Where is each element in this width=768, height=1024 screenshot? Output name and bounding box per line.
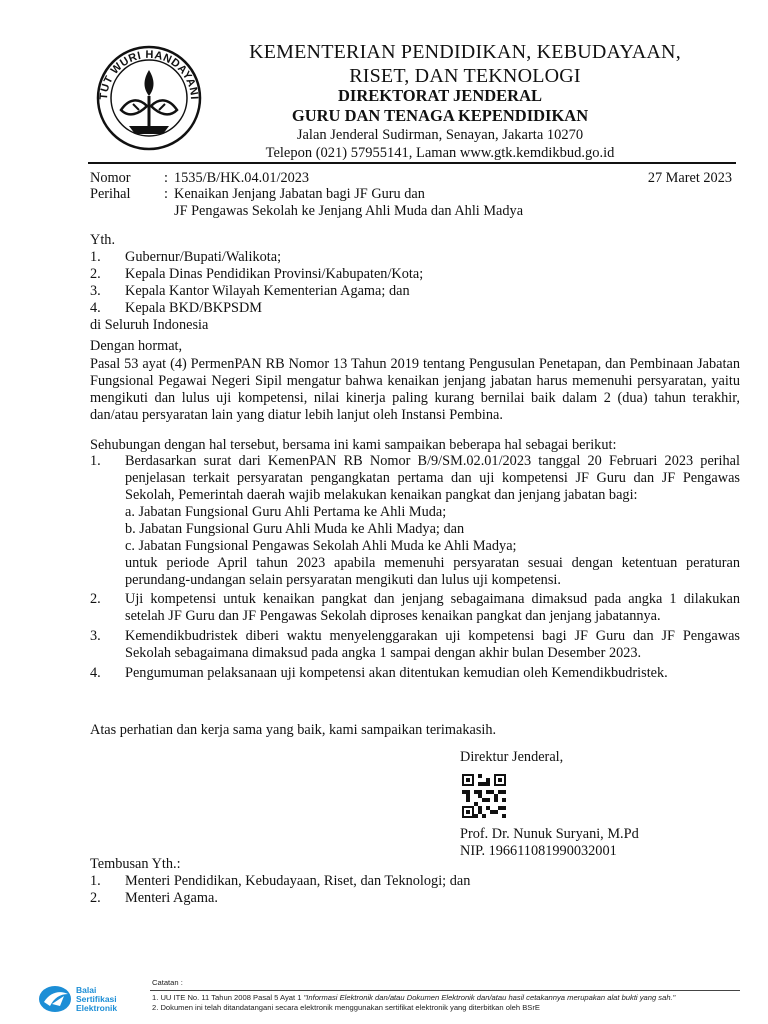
address-text: Jalan Jenderal Sudirman, Senayan, Jakarta 10270 bbox=[296, 127, 584, 143]
list-number: 1. bbox=[90, 873, 101, 889]
list-text: Kepala Kantor Wilayah Kementerian Agama; dan bbox=[125, 283, 410, 299]
footnote-1-quote: "Informasi Elektronik dan/atau Dokumen Elektronik dan/atau hasil cetakannya merupakan alat bukti yang sah." bbox=[303, 993, 676, 1002]
bsre-wordmark bbox=[76, 986, 117, 1013]
list-number: 4. bbox=[90, 300, 101, 316]
list-number: 1. bbox=[90, 249, 101, 265]
subpoint: c. Jabatan Fungsional Pengawas Sekolah Ahli Muda ke Ahli Madya; bbox=[125, 538, 517, 554]
contact-block bbox=[205, 126, 675, 162]
list-number: 2. bbox=[90, 890, 101, 906]
contact-text: Telepon (021) 57955141, Laman www.gtk.kemdikbud.go.id bbox=[265, 145, 615, 161]
list-item bbox=[90, 249, 740, 266]
footnote-2: 2. Dokumen ini telah ditandatangani secara elektronik menggunakan sertifikat elektronik yang diterbitkan oleh BSrE bbox=[152, 1003, 540, 1012]
cc-heading: Tembusan Yth.: bbox=[90, 856, 181, 872]
list-item bbox=[90, 665, 740, 682]
list-text: Gubernur/Bupati/Walikota; bbox=[125, 249, 282, 265]
recipient-list bbox=[90, 249, 740, 317]
signatory-name: Prof. Dr. Nunuk Suryani, M.Pd bbox=[460, 826, 639, 842]
recipient-location: di Seluruh Indonesia bbox=[90, 317, 209, 333]
subpoint: b. Jabatan Fungsional Guru Ahli Muda ke Ahli Madya; dan bbox=[125, 521, 465, 537]
footer-divider bbox=[150, 990, 740, 991]
bsre-line-3: Elektronik bbox=[76, 1003, 118, 1013]
list-number: 2. bbox=[90, 266, 101, 282]
list-item bbox=[90, 266, 740, 283]
list-text: Menteri Agama. bbox=[125, 890, 218, 906]
footnote-1-prefix: 1. UU ITE No. 11 Tahun 2008 Pasal 5 Ayat 1 bbox=[152, 993, 304, 1002]
list-number: 3. bbox=[90, 283, 101, 299]
list-number: 3. bbox=[90, 628, 101, 644]
perihal-line-2: JF Pengawas Sekolah ke Jenjang Ahli Muda dan Ahli Madya bbox=[174, 203, 524, 219]
list-text: Menteri Pendidikan, Kebudayaan, Riset, dan Teknologi; dan bbox=[125, 873, 471, 889]
ministry-name bbox=[205, 40, 725, 88]
list-number: 4. bbox=[90, 665, 101, 681]
list-item bbox=[90, 283, 740, 300]
perihal-row bbox=[90, 186, 740, 203]
list-text: Uji kompetensi untuk kenaikan pangkat dan jenjang sebagaimana dimaksud pada angka 1 dilakukan setelah JF Guru dan JF Pengawas Sekolah diproses kenaikan pangkat dan jenjang jabatannya. bbox=[125, 591, 740, 624]
list-text: Pengumuman pelaksanaan uji kompetensi akan ditentukan kemudian oleh Kemendikbudristek. bbox=[125, 665, 668, 681]
list-text: Kepala BKD/BKPSDM bbox=[125, 300, 263, 316]
bsre-line-2: Sertifikasi bbox=[76, 994, 117, 1004]
letterhead-divider bbox=[88, 162, 736, 164]
directorate-line-1: DIREKTORAT JENDERAL bbox=[337, 86, 542, 105]
perihal-label: Perihal bbox=[90, 186, 131, 202]
greeting: Dengan hormat, bbox=[90, 338, 183, 354]
bsre-logo bbox=[38, 980, 148, 1018]
list-item bbox=[90, 890, 740, 907]
list-text: Kemendikbudristek diberi waktu menyelenggarakan uji kompetensi bagi JF Guru dan JF Pengawas Sekolah sebagaimana dimaksud pada angka 1 sampai dengan akhir bulan Desember 2023. bbox=[125, 628, 740, 661]
directorate-line-2: GURU DAN TENAGA KEPENDIDIKAN bbox=[291, 106, 589, 125]
cc-list bbox=[90, 873, 740, 907]
nomor-colon: : bbox=[164, 170, 168, 186]
nomor-row bbox=[90, 170, 740, 187]
bsre-line-1: Balai bbox=[76, 985, 97, 995]
list-text: Berdasarkan surat dari KemenPAN RB Nomor B/9/SM.02.01/2023 tanggal 20 Februari 2023 perihal penjelasan terkait persyaratan pengangkatan pertama dan uji kompetensi JF Guru dan JF Pengawas Sekolah, Pemerintah daerah wajib melakukan kenaikan pangkat dan jenjang jabatan bagi: bbox=[125, 453, 740, 503]
subpoint: a. Jabatan Fungsional Guru Ahli Pertama ke Ahli Muda; bbox=[125, 504, 447, 520]
tut-wuri-handayani-logo bbox=[93, 40, 205, 152]
list-item bbox=[90, 628, 740, 662]
list-text: Kepala Dinas Pendidikan Provinsi/Kabupaten/Kota; bbox=[125, 266, 424, 282]
perihal-colon: : bbox=[164, 186, 168, 202]
list-item bbox=[90, 873, 740, 890]
signature-title: Direktur Jenderal, bbox=[460, 749, 564, 765]
list-item bbox=[90, 300, 740, 317]
recipient-block bbox=[90, 232, 740, 334]
catatan-label: Catatan : bbox=[152, 978, 183, 987]
paragraph-1: Pasal 53 ayat (4) PermenPAN RB Nomor 13 Tahun 2019 tentang Pengusulan Penetapan, dan Pembinaan Jabatan Fungsional Pegawai Negeri Sipil mengatur bahwa kenaikan jenjang jabatan harus memenuhi persyaratan, yaitu mengikuti dan lulus uji kompetensi, nilai kinerja paling kurang bernilai baik dalam 2 (dua) tahun terakhir, dan/atau persyaratan lain yang diatur lebih lanjut oleh Instansi Pembina. bbox=[90, 356, 740, 423]
paragraph-2: Sehubungan dengan hal tersebut, bersama ini kami sampaikan beberapa hal sebagai berikut: bbox=[90, 437, 617, 453]
closing: Atas perhatian dan kerja sama yang baik, kami sampaikan terimakasih. bbox=[90, 722, 497, 738]
list-item bbox=[90, 591, 740, 625]
point-1-tail: untuk periode April tahun 2023 apabila memenuhi persyaratan sesuai dengan ketentuan peraturan perundang-undangan selain persyaratan mengikuti dan lulus uji kompetensi. bbox=[125, 555, 740, 588]
list-number: 1. bbox=[90, 453, 101, 469]
perihal-line-1: Kenaikan Jenjang Jabatan bagi JF Guru dan bbox=[174, 186, 425, 202]
ministry-line-2: RISET, DAN TEKNOLOGI bbox=[349, 65, 581, 87]
signatory-nip: NIP. 196611081990032001 bbox=[460, 843, 617, 859]
nomor-value: 1535/B/HK.04.01/2023 bbox=[174, 170, 310, 186]
footnote-1 bbox=[152, 993, 752, 1003]
cc-block bbox=[90, 856, 740, 907]
list-number: 2. bbox=[90, 591, 101, 607]
list-item bbox=[90, 453, 740, 589]
yth-label: Yth. bbox=[90, 232, 116, 248]
bsre-emblem-icon bbox=[38, 984, 72, 1014]
points-list bbox=[90, 453, 740, 682]
point-1-body bbox=[125, 453, 740, 589]
directorate-name bbox=[205, 86, 675, 126]
nomor-label: Nomor bbox=[90, 170, 131, 186]
logo-motto-text: TUT WURI HANDAYANI bbox=[97, 48, 201, 101]
ministry-line-1: KEMENTERIAN PENDIDIKAN, KEBUDAYAAN, bbox=[249, 41, 681, 63]
letter-date: 27 Maret 2023 bbox=[647, 170, 732, 186]
qr-code-icon bbox=[462, 774, 506, 818]
